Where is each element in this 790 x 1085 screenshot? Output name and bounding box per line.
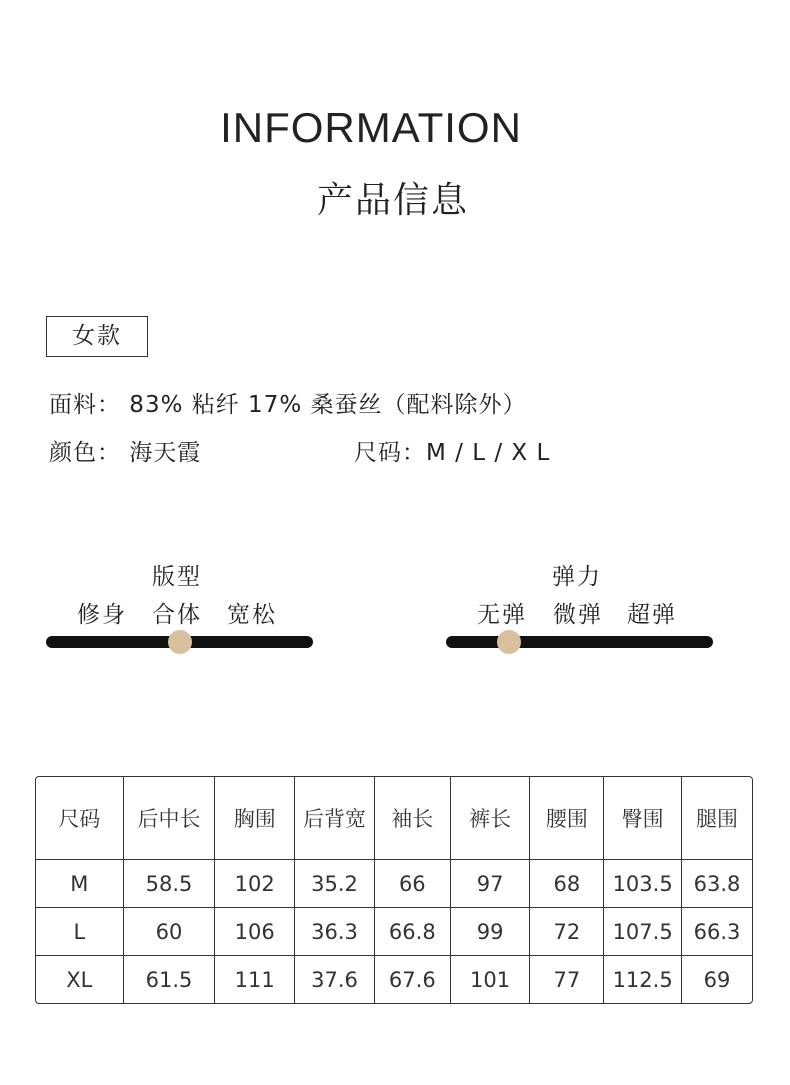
gender-badge: 女款	[46, 316, 148, 357]
table-cell: 107.5	[604, 908, 682, 956]
table-cell: 66.8	[375, 908, 451, 956]
elasticity-option-none: 无弹	[477, 602, 527, 628]
table-cell: 106	[215, 908, 295, 956]
table-row	[36, 908, 752, 956]
table-cell: 68	[530, 860, 604, 908]
elasticity-scale-indicator	[497, 630, 521, 654]
table-header-cell: 胸围	[215, 777, 295, 860]
table-cell: 111	[215, 956, 295, 1003]
table-cell: 99	[451, 908, 531, 956]
table-cell: L	[36, 908, 124, 956]
table-cell: 101	[451, 956, 531, 1003]
table-cell: 61.5	[124, 956, 216, 1003]
fit-option-loose: 宽松	[227, 602, 277, 628]
fit-scale-title: 版型	[152, 564, 202, 590]
table-cell: 37.6	[295, 956, 375, 1003]
table-cell: M	[36, 860, 124, 908]
table-cell: 60	[124, 908, 216, 956]
table-cell: 77	[530, 956, 604, 1003]
table-row	[36, 860, 752, 908]
table-cell: 112.5	[604, 956, 682, 1003]
table-cell: XL	[36, 956, 124, 1003]
table-header-row	[36, 777, 752, 860]
table-header-cell: 裤长	[451, 777, 531, 860]
table-header-cell: 腰围	[530, 777, 604, 860]
table-cell: 66.3	[682, 908, 752, 956]
fit-scale-indicator	[168, 630, 192, 654]
fit-option-slim: 修身	[77, 602, 127, 628]
size-table	[35, 776, 753, 1004]
fit-option-regular: 合体	[152, 602, 202, 628]
table-cell: 97	[451, 860, 531, 908]
elasticity-option-slight: 微弹	[553, 602, 603, 628]
table-cell: 67.6	[375, 956, 451, 1003]
title-english: INFORMATION	[220, 104, 522, 151]
title-chinese: 产品信息	[316, 180, 469, 221]
table-row	[36, 956, 752, 1003]
table-cell: 103.5	[604, 860, 682, 908]
table-cell: 69	[703, 967, 731, 992]
table-cell: 102	[215, 860, 295, 908]
table-cell: 66	[375, 860, 451, 908]
table-cell: 58.5	[124, 860, 216, 908]
table-header-cell: 袖长	[375, 777, 451, 860]
table-header-cell: 臀围	[604, 777, 682, 860]
size-info: 尺码：M / L / X L	[354, 440, 551, 466]
table-cell: 35.2	[295, 860, 375, 908]
elasticity-scale-track	[446, 636, 713, 648]
elasticity-option-high: 超弹	[627, 602, 677, 628]
table-header-cell: 尺码	[36, 777, 124, 860]
table-cell: 36.3	[295, 908, 375, 956]
fabric-info: 面料： 83% 粘纤 17% 桑蚕丝（配料除外）	[49, 392, 527, 418]
table-header-cell: 后背宽	[295, 777, 375, 860]
elasticity-scale-title: 弹力	[552, 564, 602, 590]
table-header-cell: 腿围	[682, 777, 752, 860]
table-cell: 63.8	[682, 860, 752, 908]
color-info: 颜色： 海天霞	[49, 440, 202, 466]
table-header-cell: 后中长	[124, 777, 216, 860]
table-cell: 72	[530, 908, 604, 956]
